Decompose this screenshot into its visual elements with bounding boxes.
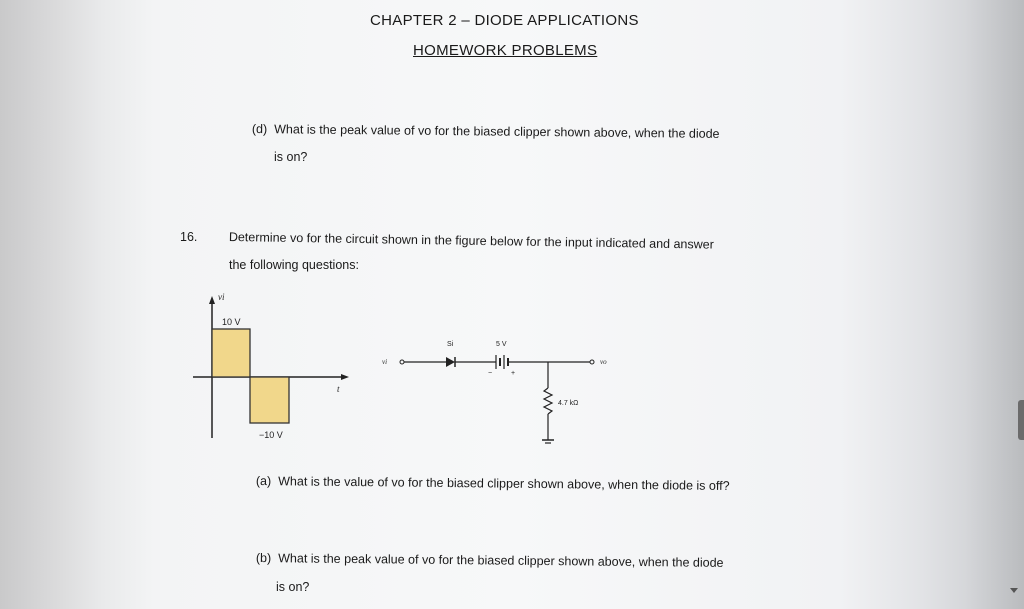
question-d-text: What is the peak value of vo for the biased clipper shown above, when the diode [274,122,720,141]
y-axis-label: vi [218,292,225,302]
diode-label: Si [447,341,454,348]
negative-half-cycle [250,377,289,423]
question-d [252,122,720,141]
question-b-label: (b) [255,551,272,566]
battery-plus: + [511,370,516,377]
input-terminal-label: vi [382,358,388,366]
input-terminal [400,360,404,364]
problem-number: 16. [180,230,198,244]
diode-symbol [446,357,455,367]
y-axis-arrowhead [209,296,215,304]
battery-minus: − [488,370,493,377]
problem-16-line2: the following questions: [229,258,359,272]
resistor-label: 4.7 kΩ [558,400,579,407]
output-terminal [590,360,594,364]
homework-subtitle: HOMEWORK PROBLEMS [413,42,598,59]
question-b [256,551,724,570]
scroll-down-arrow-icon[interactable] [1010,588,1018,593]
battery-label: 5 V [496,341,507,348]
resistor-symbol [544,388,552,414]
low-level-label: −10 V [259,430,283,440]
input-waveform [185,292,355,450]
question-b-text: What is the peak value of vo for the biased clipper shown above, when the diode [278,551,724,570]
high-level-label: 10 V [222,317,241,327]
page-edge-shadow [964,0,1024,609]
question-a-label: (a) [255,474,272,489]
problem-16-text: Determine vo for the circuit shown in the figure below for the input indicated and answer [228,230,714,252]
question-d-label: (d) [251,122,268,137]
question-a [256,474,730,493]
clipper-circuit [378,330,628,455]
output-terminal-label: vo [600,358,607,366]
question-b-line2: is on? [276,580,310,594]
question-d-line2: is on? [274,150,308,164]
scrollbar-handle[interactable] [1018,400,1024,440]
question-a-text: What is the value of vo for the biased clipper shown above, when the diode is off? [278,474,730,493]
positive-half-cycle [212,329,250,377]
x-axis-arrowhead [341,374,349,380]
x-axis-label: t [337,384,340,394]
chapter-title: CHAPTER 2 – DIODE APPLICATIONS [370,12,639,29]
